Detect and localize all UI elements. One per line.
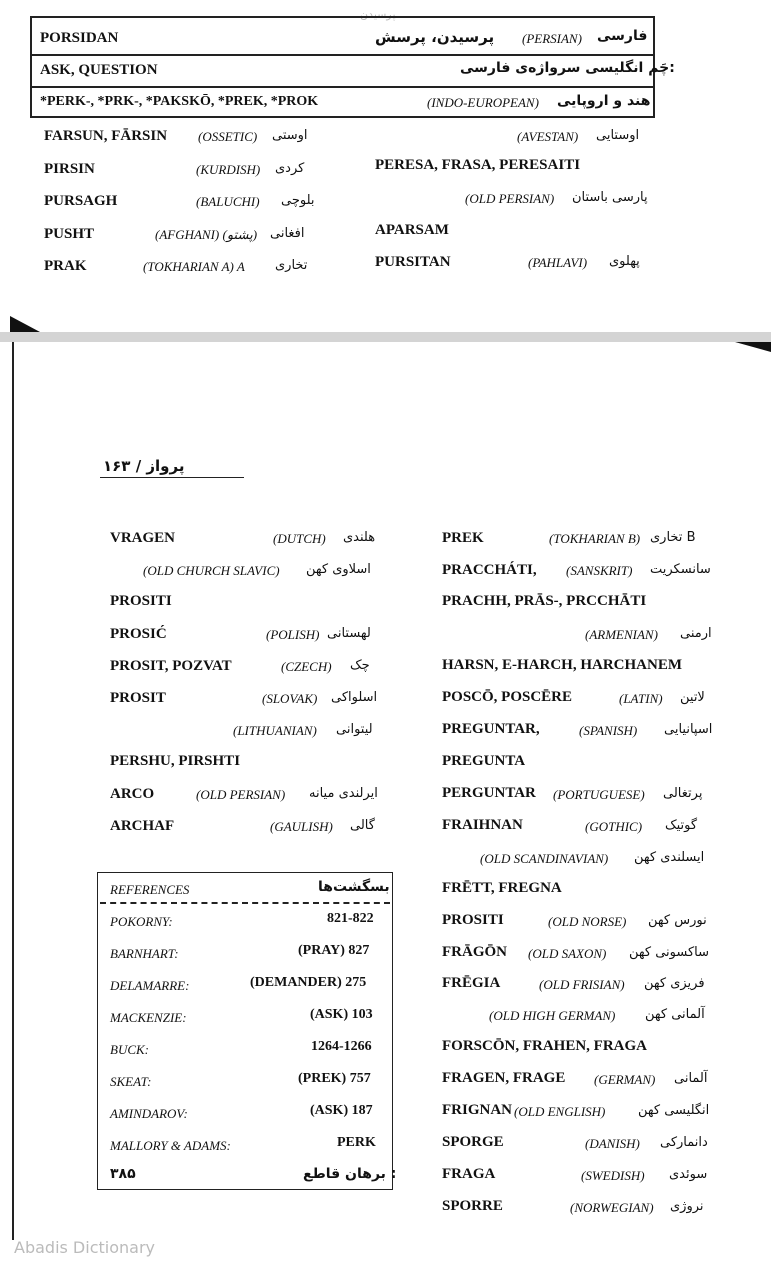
entry-word: PREK: [442, 530, 484, 546]
entry-lang-fa: ساکسونی کهن: [629, 945, 710, 960]
page-corner-marker: [735, 342, 771, 352]
watermark-top: پرسیدن: [360, 8, 396, 21]
entry-lang: (PAHLAVI): [528, 255, 588, 270]
reference-value: (ASK) 103: [310, 1007, 373, 1022]
entry-lang-fa: اوستایی: [596, 128, 640, 143]
entry-word: PROSIĆ: [110, 626, 167, 642]
entry-lang-fa: چک: [350, 658, 370, 673]
entry-lang: (OLD SCANDINAVIAN): [480, 851, 609, 866]
entry-lang-fa: اوستی: [272, 128, 308, 143]
entry-word: PIRSIN: [44, 161, 95, 177]
entry-word: FARSUN, FĀRSIN: [44, 128, 168, 144]
page-separator: [0, 332, 771, 342]
entry-word: PROSITI: [110, 593, 172, 609]
divider: [30, 86, 655, 88]
entry-lang-fa: انگلیسی کهن: [638, 1103, 710, 1118]
entry-lang-fa: پهلوی: [609, 254, 640, 269]
entry-lang: (KURDISH): [196, 162, 261, 177]
header-pie-roots: *PERK-, *PRK-, *PAKSKŌ, *PREK, *PROK: [40, 94, 319, 109]
entry-lang-fa: گالی: [350, 818, 375, 833]
entry-lang: (DUTCH): [273, 531, 326, 546]
entry-lang: (SPANISH): [579, 723, 638, 738]
entry-word: PREGUNTAR,: [442, 721, 540, 737]
entry-word: PERSHU, PIRSHTI: [110, 753, 241, 769]
reference-key: MACKENZIE:: [110, 1010, 187, 1025]
entry-lang: (OLD ENGLISH): [514, 1104, 606, 1119]
page-left-edge: [12, 342, 14, 1240]
entry-lang-fa: اسلاوی کهن: [306, 562, 371, 577]
reference-key: MALLORY & ADAMS:: [110, 1138, 231, 1153]
entry-lang: (SANSKRIT): [566, 563, 633, 578]
entry-word: PRACCHÁTI,: [442, 562, 537, 578]
entry-lang-fa: لهستانی: [327, 626, 371, 641]
header-persian-value: پرسیدن، پرسش: [375, 28, 495, 46]
entry-lang: (CZECH): [281, 659, 332, 674]
entry-word: PROSITI: [442, 912, 504, 928]
reference-key: SKEAT:: [110, 1074, 152, 1089]
header-lang-fa: فارسی: [597, 28, 648, 44]
entry-word: HARSN, E-HARCH, HARCHANEM: [442, 657, 682, 673]
entry-lang: (OLD CHURCH SLAVIC): [143, 563, 280, 578]
entry-lang: (OLD PERSIAN): [465, 191, 555, 206]
entry-lang-fa: بلوچی: [281, 193, 315, 208]
entry-lang: (TOKHARIAN A) A: [143, 259, 245, 274]
header-meaning: ASK, QUESTION: [40, 62, 158, 78]
entry-lang-fa: نورس کهن: [648, 913, 707, 928]
entry-word: FRAGA: [442, 1166, 496, 1182]
watermark-brand: Abadis Dictionary: [14, 1238, 155, 1257]
header-lang-en: (PERSIAN): [522, 31, 582, 46]
entry-lang-fa: هلندی: [343, 530, 376, 545]
header-lang-fa: هند و اروپایی: [557, 93, 651, 109]
entry-lang: (PORTUGUESE): [553, 787, 645, 802]
entry-lang: (NORWEGIAN): [570, 1200, 654, 1215]
entry-word: ARCHAF: [110, 818, 175, 834]
entry-lang: (SWEDISH): [581, 1168, 645, 1183]
reference-value: 1264-1266: [311, 1039, 372, 1054]
entry-lang: (OLD FRISIAN): [539, 977, 625, 992]
entry-word: APARSAM: [375, 222, 449, 238]
page-corner-marker: [10, 316, 40, 332]
entry-lang-fa: لیتوانی: [336, 722, 373, 737]
entry-word: PURSAGH: [44, 193, 118, 209]
entry-word: FRIGNAN: [442, 1102, 512, 1118]
entry-lang-fa: لاتین: [680, 690, 705, 705]
entry-lang-fa: گوتیک: [665, 818, 698, 833]
entry-word: VRAGEN: [110, 530, 176, 546]
entry-word: PRAK: [44, 258, 87, 274]
entry-word: FORSCŌN, FRAHEN, FRAGA: [442, 1038, 647, 1054]
entry-lang: (OLD NORSE): [548, 914, 627, 929]
entry-lang-fa: دانمارکی: [660, 1135, 708, 1150]
entry-lang-fa: کردی: [275, 161, 305, 176]
entry-lang: (OSSETIC): [198, 129, 258, 144]
entry-lang: (POLISH): [266, 627, 320, 642]
entry-lang-fa: سانسکریت: [650, 562, 711, 577]
entry-lang: (LITHUANIAN): [233, 723, 317, 738]
reference-value: PERK: [337, 1135, 376, 1150]
entry-word: FRĀGŌN: [442, 944, 507, 960]
entry-lang-fa: آلمانی کهن: [645, 1007, 705, 1022]
entry-lang-fa: تخاری B: [650, 530, 696, 545]
reference-value: (ASK) 187: [310, 1103, 373, 1118]
entry-lang-fa: پارسی باستان: [572, 190, 648, 205]
reference-number: ۳۸۵: [110, 1166, 136, 1182]
entry-lang-fa: نروژی: [670, 1199, 704, 1214]
entry-lang-fa: ایرلندی میانه: [309, 786, 378, 801]
entry-lang-fa: تخاری: [275, 258, 308, 273]
reference-key: BARNHART:: [110, 946, 179, 961]
references-title-fa: بسگشت‌ها: [318, 879, 390, 895]
reference-value: (PRAY) 827: [298, 943, 370, 958]
entry-lang: (AVESTAN): [517, 129, 579, 144]
entry-lang-fa: فریزی کهن: [644, 976, 705, 991]
entry-word: PRACHH, PRĀS-, PRCCHĀTI: [442, 593, 647, 609]
entry-lang-fa: افغانی: [270, 226, 305, 241]
reference-key-fa: برهان قاطع :: [303, 1166, 397, 1182]
entry-lang-fa: آلمانی: [674, 1071, 708, 1086]
entry-word: FRAGEN, FRAGE: [442, 1070, 566, 1086]
entry-lang-fa: اسپانیایی: [664, 722, 713, 737]
reference-value: (DEMANDER) 275: [250, 975, 367, 990]
entry-word: PROSIT: [110, 690, 166, 706]
reference-key: DELAMARRE:: [110, 978, 190, 993]
entry-word: PREGUNTA: [442, 753, 526, 769]
entry-lang: (TOKHARIAN B): [549, 531, 641, 546]
entry-lang: (GERMAN): [594, 1072, 656, 1087]
entry-word: POSCŌ, POSCĒRE: [442, 689, 573, 705]
entry-word: PERESA, FRASA, PERESAITI: [375, 157, 581, 173]
entry-lang: (SLOVAK): [262, 691, 318, 706]
reference-key: AMINDAROV:: [110, 1106, 188, 1121]
reference-value: (PREK) 757: [298, 1071, 371, 1086]
entry-lang: (BALUCHI): [196, 194, 260, 209]
entry-word: FRAIHNAN: [442, 817, 523, 833]
entry-lang-fa: اسلواکی: [331, 690, 378, 705]
entry-lang: (LATIN): [619, 691, 663, 706]
entry-word: SPORRE: [442, 1198, 503, 1214]
header-lang-en: (INDO-EUROPEAN): [427, 95, 539, 110]
entry-lang: (OLD HIGH GERMAN): [489, 1008, 616, 1023]
entry-word: PUSHT: [44, 226, 95, 242]
entry-lang: (GOTHIC): [585, 819, 643, 834]
entry-word: FRĒGIA: [442, 975, 501, 991]
entry-word: PURSITAN: [375, 254, 451, 270]
entry-lang: (ARMENIAN): [585, 627, 658, 642]
header-word: PORSIDAN: [40, 30, 119, 46]
reference-key: POKORNY:: [110, 914, 173, 929]
entry-lang: (OLD SAXON): [528, 946, 607, 961]
entry-lang-fa: پرتغالی: [663, 786, 703, 801]
entry-lang: (DANISH): [585, 1136, 640, 1151]
entry-lang-fa: سوئدی: [669, 1167, 708, 1182]
entry-word: ARCO: [110, 786, 155, 802]
reference-key: BUCK:: [110, 1042, 149, 1057]
divider: [30, 54, 655, 56]
entry-lang: (GAULISH): [270, 819, 333, 834]
references-divider: [100, 902, 390, 904]
entry-word: PERGUNTAR: [442, 785, 536, 801]
header-meaning-label: چَم انگلیسی سرواژه‌ی فارسی:: [460, 60, 675, 76]
entry-lang: (OLD PERSIAN): [196, 787, 286, 802]
reference-value: 821-822: [327, 911, 374, 926]
entry-word: FRĒTT, FREGNA: [442, 880, 562, 896]
entry-lang-fa: ایسلندی کهن: [634, 850, 705, 865]
entry-lang-fa: ارمنی: [680, 626, 712, 641]
entry-word: SPORGE: [442, 1134, 504, 1150]
page-title: پرواز / ۱۶۳: [103, 457, 185, 475]
entry-word: PROSIT, POZVAT: [110, 658, 232, 674]
references-title: REFERENCES: [110, 882, 190, 897]
title-underline: [100, 477, 244, 478]
entry-lang: (AFGHANI) (پشتو): [155, 227, 258, 242]
